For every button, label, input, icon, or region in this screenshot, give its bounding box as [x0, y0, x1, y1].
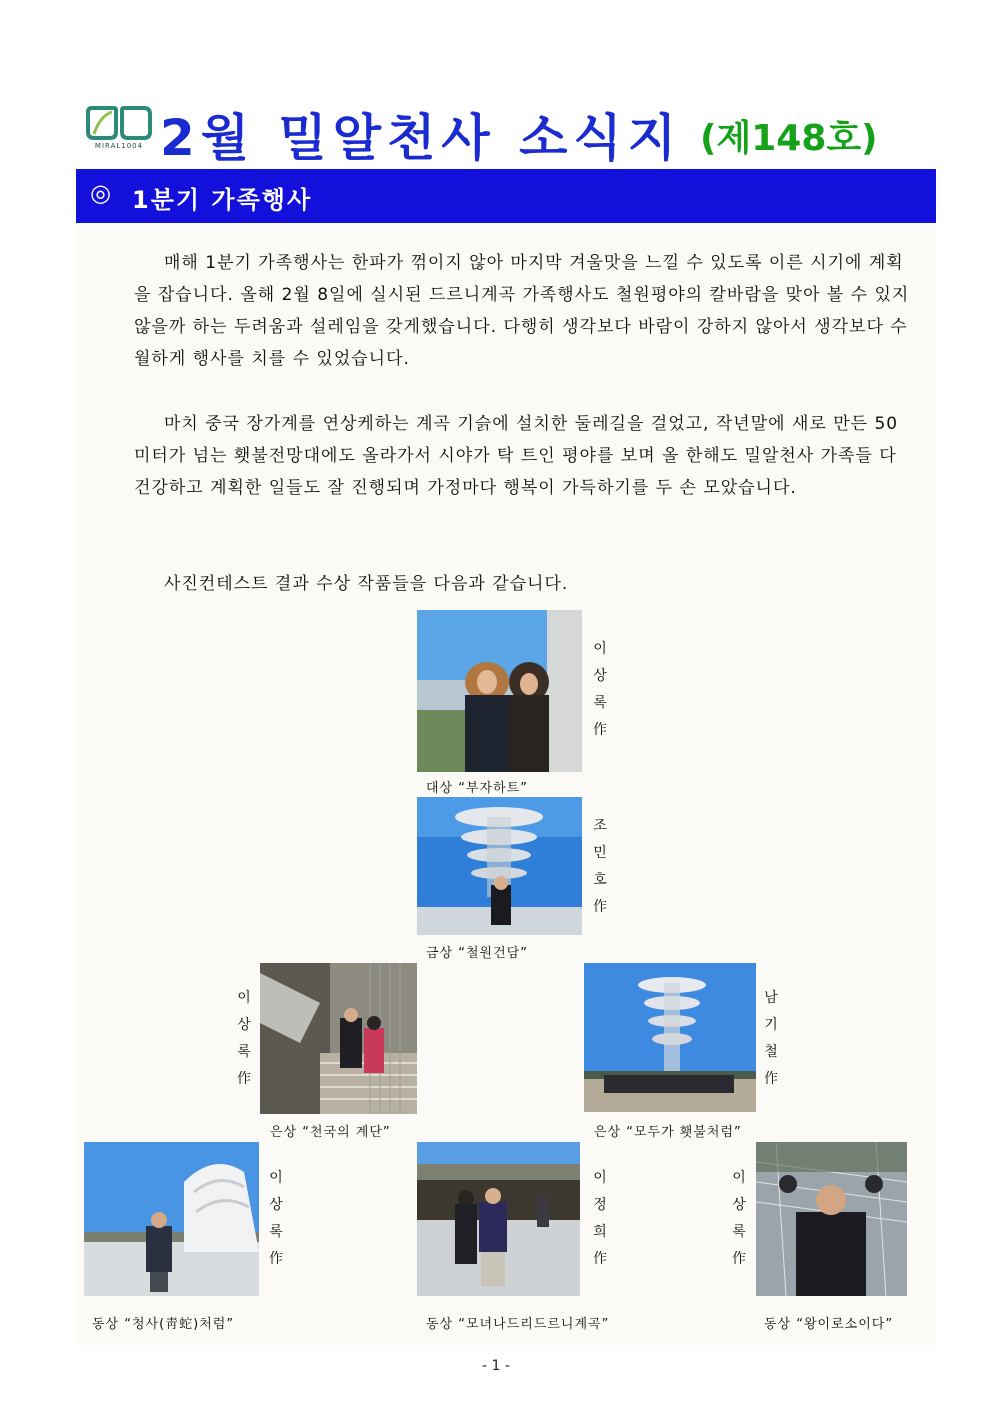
author-char: 作 — [764, 1071, 778, 1087]
newsletter-title: 2월 밀알천사 소식지 — [160, 109, 683, 167]
photo-author — [761, 985, 781, 1093]
photo-author — [234, 985, 254, 1093]
author-char: 상 — [593, 668, 607, 684]
photo-grand-prize — [417, 610, 582, 772]
photo-caption: 동상 “모녀나드리드르니계곡” — [426, 1317, 610, 1332]
author-char: 이 — [593, 641, 607, 657]
author-char: 록 — [593, 695, 607, 711]
photo-author — [590, 1165, 610, 1273]
photo-bronze-prize-mother-daughter — [417, 1142, 580, 1296]
page-number: - 1 - — [482, 1358, 510, 1374]
photo-silver-prize-stairs — [260, 963, 417, 1114]
photo-bronze-prize-snake — [84, 1142, 259, 1296]
paragraph-1-text: 매해 1분기 가족행사는 한파가 꺾이지 않아 마지막 겨울맛을 느낄 수 있도록 이른 시기에 계획을 잡습니다. 올해 2월 8일에 실시된 드르니계곡 가족행사도 철원평야의 칼바람을 맞아 볼 수 있지 않을까 하는 두려움과 설레임을 갖게했습니다. 다행히 생각보다 바람이 강하지 않아서 생각보다 수월하게 행사를 치를 수 있었습니다. — [134, 253, 910, 369]
paragraph-3 — [134, 568, 914, 600]
author-char: 록 — [269, 1224, 283, 1240]
paragraph-2 — [134, 408, 914, 504]
author-char: 상 — [732, 1197, 746, 1213]
logo-leaf-icon — [84, 104, 154, 142]
photo-caption: 동상 “왕이로소이다” — [764, 1317, 894, 1332]
circle-bullet-icon: ◎ — [90, 179, 111, 207]
photo-caption: 동상 “청사(靑蛇)처럼” — [92, 1317, 235, 1332]
author-char: 作 — [237, 1071, 251, 1087]
author-char: 록 — [237, 1044, 251, 1060]
author-char: 민 — [593, 845, 607, 861]
photo-silver-prize-tower — [584, 963, 756, 1112]
photo-author — [590, 636, 610, 744]
paragraph-3-text: 사진컨테스트 결과 수상 작품들을 다음과 같습니다. — [164, 574, 569, 594]
author-char: 이 — [269, 1170, 283, 1186]
photo-gold-prize — [417, 797, 582, 935]
author-char: 作 — [593, 1251, 607, 1267]
author-char: 作 — [732, 1251, 746, 1267]
photo-caption: 대상 “부자하트” — [426, 781, 528, 796]
paragraph-1 — [134, 247, 914, 375]
author-char: 이 — [237, 990, 251, 1006]
author-char: 조 — [593, 818, 607, 834]
photo-author — [729, 1165, 749, 1273]
issue-number: (제148호) — [700, 118, 878, 159]
author-char: 정 — [593, 1197, 607, 1213]
photo-caption: 은상 “천국의 계단” — [270, 1125, 391, 1140]
author-char: 作 — [593, 722, 607, 738]
author-char: 호 — [593, 872, 607, 888]
logo-text: MIRAL1004 — [94, 142, 144, 150]
author-char: 철 — [764, 1044, 778, 1060]
miral-logo — [84, 104, 154, 154]
author-char: 作 — [269, 1251, 283, 1267]
photo-author — [590, 813, 610, 921]
section-header — [76, 169, 936, 223]
author-char: 상 — [269, 1197, 283, 1213]
author-char: 희 — [593, 1224, 607, 1240]
author-char: 상 — [237, 1017, 251, 1033]
photo-caption: 금상 “철원건담” — [426, 946, 528, 961]
paragraph-2-text: 마치 중국 장가계를 연상케하는 계곡 기슭에 설치한 둘레길을 걸었고, 작년말에 새로 만든 50미터가 넘는 횃불전망대에도 올라가서 시야가 탁 트인 평야를 보며 올 한해도 밀알천사 가족들 다 건강하고 계획한 일들도 잘 진행되며 가정마다 행복이 가득하기를 두 손 모았습니다. — [134, 414, 899, 498]
photo-author — [266, 1165, 286, 1273]
author-char: 남 — [764, 990, 778, 1006]
photo-caption: 은상 “모두가 횃불처럼” — [594, 1125, 742, 1140]
author-char: 作 — [593, 899, 607, 915]
author-char: 이 — [593, 1170, 607, 1186]
author-char: 기 — [764, 1017, 778, 1033]
photo-bronze-prize-king — [756, 1142, 907, 1296]
author-char: 록 — [732, 1224, 746, 1240]
section-title: 1분기 가족행사 — [132, 186, 313, 214]
author-char: 이 — [732, 1170, 746, 1186]
